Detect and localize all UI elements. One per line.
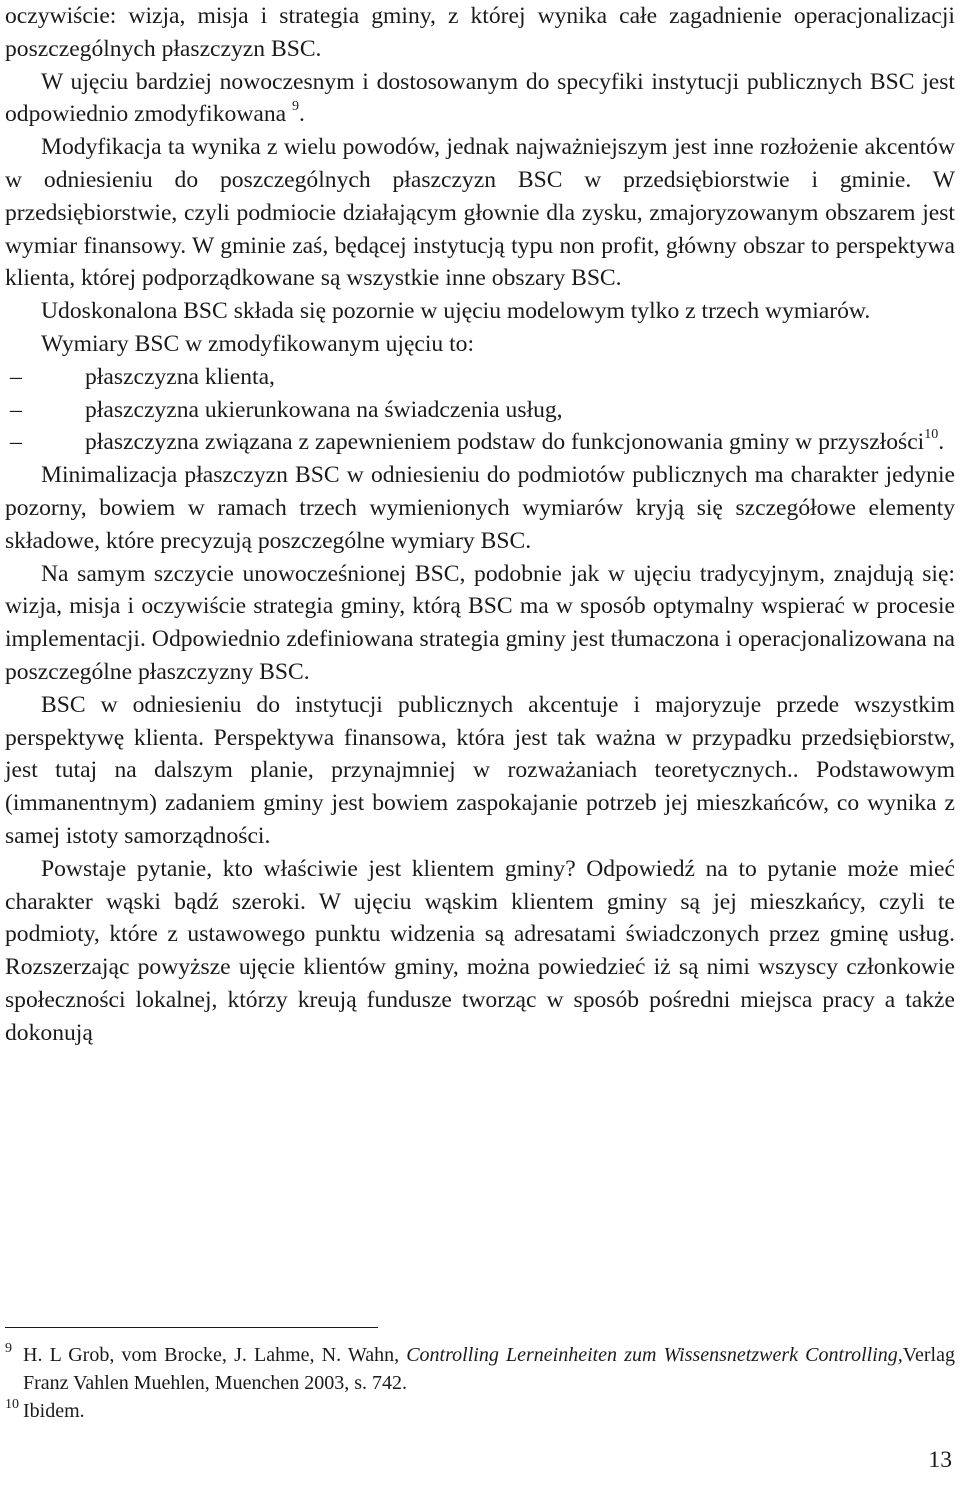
list-item [5, 426, 955, 459]
paragraph-5: Minimalizacja płaszczyzn BSC w odniesieniu do podmiotów publicznych ma charakter jedynie pozorny, bowiem w ramach trzech wymienionych wymiarów kryją się szczegółowe elementy składowe, które precyzują poszczególne wymiary BSC. [5, 462, 955, 554]
paragraph-0: oczywiście: wizja, misja i strategia gminy, z której wynika całe zagadnienie operacjonalizacji poszczególnych płaszczyzn BSC. [5, 3, 955, 62]
footnote-9 [5, 1341, 955, 1397]
list-item [5, 361, 955, 394]
footnote-ref-10[interactable]: 10 [924, 426, 939, 442]
paragraph-7: BSC w odniesieniu do instytucji publicznych akcentuje i majoryzuje przede wszystkim perspektywę klienta. Perspektywa finansowa, która jest tak ważna w przypadku przedsiębiorstw, jest tutaj na dalszym planie, przynajmniej w rozważaniach teoretycznych.. Podstawowym (immanentnym) zadaniem gminy jest bowiem zaspokajanie potrzeb jej mieszkańców, co wynika z samej istoty samorządności. [5, 691, 955, 849]
footnote-separator [5, 1327, 378, 1328]
page-number: 13 [928, 1447, 952, 1473]
body-text [5, 0, 955, 1050]
footnote-number: 10 [5, 1397, 19, 1412]
footnote-text: Ibidem. [23, 1400, 85, 1422]
list-item-end: . [938, 429, 945, 456]
footnote-title: Controlling Lerneinheiten zum Wissensnetzwerk Controlling, [406, 1344, 903, 1366]
paragraph-6: Na samym szczycie unowocześnionej BSC, podobnie jak w ujęciu tradycyjnym, znajdują się: wizja, misja i oczywiście strategia gminy, którą BSC ma w sposób optymalny wspierać w procesie implementacji. Odpowiednio zdefiniowana strategia gminy jest tłumaczona i operacjonalizowana na poszczególne płaszczyzny BSC. [5, 560, 955, 685]
footnotes [5, 1341, 955, 1425]
paragraph-1-text: W ujęciu bardziej nowoczesnym i dostosowanym do specyfiki instytucji publicznych BSC jest odpowiednio zmodyfikowana [5, 68, 955, 128]
footnote-number: 9 [5, 1341, 12, 1356]
paragraph-1-end: . [299, 101, 305, 128]
document-page [5, 0, 955, 1050]
paragraph-4: Wymiary BSC w zmodyfikowanym ujęciu to: [41, 330, 475, 357]
footnote-text: H. L Grob, vom Brocke, J. Lahme, N. Wahn, [23, 1344, 407, 1366]
paragraph-3: Udoskonalona BSC składa się pozornie w ujęciu modelowym tylko z trzech wymiarów. [41, 298, 871, 325]
list-item-text: płaszczyzna związana z zapewnieniem podstaw do funkcjonowania gminy w przyszłości [85, 429, 925, 456]
list-item-text: płaszczyzna klienta, [85, 363, 275, 390]
list-item [5, 394, 955, 427]
dimensions-list [5, 361, 955, 459]
dash-bullet: – [10, 396, 22, 423]
list-item-text: płaszczyzna ukierunkowana na świadczenia usług, [85, 396, 563, 423]
footnote-publisher: Verlag Franz Vahlen Muehlen, Muenchen 2003, s. 742. [23, 1344, 955, 1394]
footnote-ref-9[interactable]: 9 [292, 98, 300, 114]
paragraph-2: Modyfikacja ta wynika z wielu powodów, jednak najważniejszym jest inne rozłożenie akcentów w odniesieniu do poszczególnych płaszczyzn BSC w przedsiębiorstwie i gminie. W przedsiębiorstwie, czyli podmiocie działającym głownie dla zysku, zmajoryzowanym obszarem jest wymiar finansowy. W gminie zaś, będącej instytucją typu non profit, główny obszar to perspektywa klienta, której podporządkowane są wszystkie inne obszary BSC. [5, 134, 955, 292]
dash-bullet: – [10, 363, 22, 390]
dash-bullet: – [10, 429, 22, 456]
paragraph-8: Powstaje pytanie, kto właściwie jest klientem gminy? Odpowiedź na to pytanie może mieć charakter wąski bądź szeroki. W ujęciu wąskim klientem gminy są jej mieszkańcy, czyli te podmioty, które z ustawowego punktu widzenia są adresatami świadczonych przez gminę usług. Rozszerzając powyższe ujęcie klientów gminy, można powiedzieć iż są nimi wszyscy członkowie społeczności lokalnej, którzy kreują fundusze tworząc w sposób pośredni miejsca pracy a także dokonują [5, 855, 955, 1046]
footnote-10 [5, 1397, 955, 1425]
paragraph-1 [5, 66, 955, 132]
